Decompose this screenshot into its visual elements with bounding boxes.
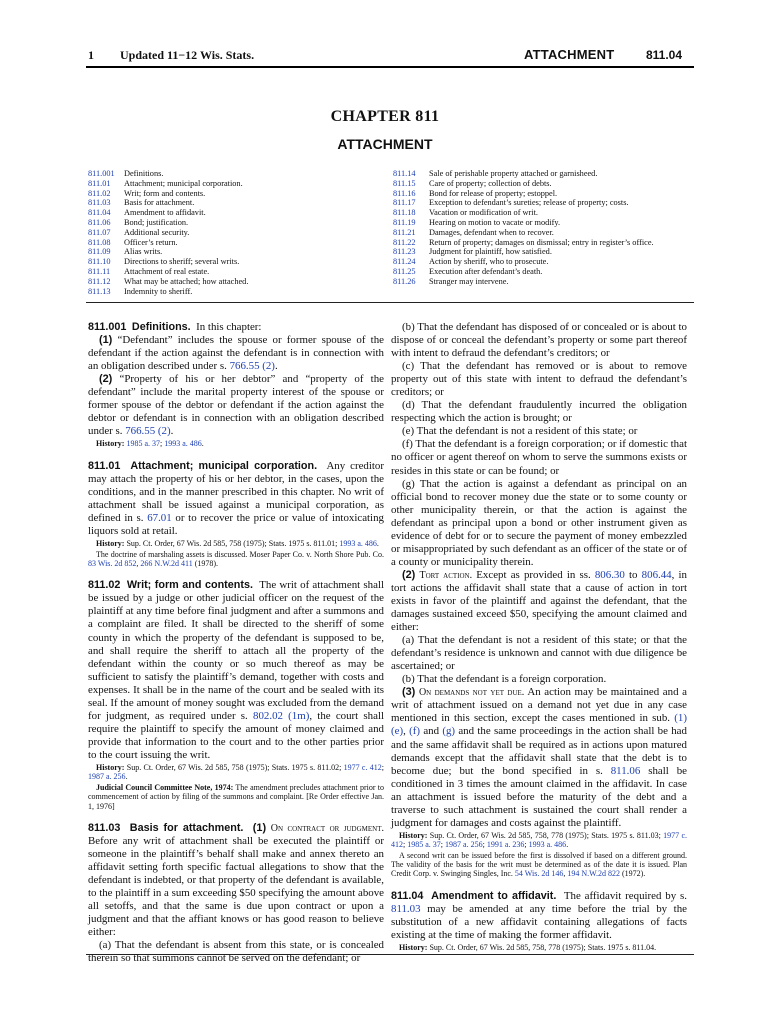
- subsection-heading: Tort action.: [419, 569, 473, 581]
- history-text: Sup. Ct. Order, 67 Wis. 2d 585, 758 (1975); Stats. 1975 s. 811.02;: [126, 762, 342, 772]
- toc-section-link[interactable]: 811.11: [88, 266, 111, 276]
- history-note: [391, 831, 687, 850]
- subsection-2: [391, 569, 687, 634]
- toc-entry[interactable]: [88, 169, 378, 179]
- toc-entry[interactable]: [88, 189, 378, 199]
- act-link[interactable]: 1977 c. 412: [343, 762, 382, 772]
- subsection-2-paragraph-b: (b) That the defendant is a foreign corporation.: [402, 673, 607, 686]
- paragraph-a: (a) That the defendant is absent from this state, or is concealed therein so that summons cannot be served on the defendant; or: [88, 939, 384, 965]
- history-text: Sup. Ct. Order, 67 Wis. 2d 585, 758, 778 (1975); Stats. 1975 s. 811.03;: [429, 830, 661, 840]
- subsection-number: (1): [252, 822, 267, 835]
- toc-section-title: Damages, defendant when to recover.: [429, 227, 554, 237]
- toc-entry[interactable]: [393, 277, 693, 287]
- table-of-contents-right: [393, 169, 693, 287]
- subsection-number: (3): [402, 686, 416, 699]
- separator: ;: [403, 840, 406, 850]
- toc-section-link[interactable]: 811.09: [88, 247, 111, 257]
- statute-link[interactable]: 67.01: [147, 512, 172, 525]
- toc-section-link[interactable]: 811.02: [88, 188, 111, 198]
- toc-section-title: What may be attached; how attached.: [124, 276, 249, 286]
- section-text: The writ of attachment shall be issued by a judge or other judicial officer on the request of the plaintiff at any time before final judgment and after a summons and a complaint are filed. It shall be directed to the sheriff of some county in which the property of the defendant is supposed to be, and shall require the sheriff to attach all the property of the defendant within the county or so much thereof as may be sufficient to satisfy the plaintiff’s demand, together with costs and expenses. It shall be in the name of the court and be sealed with its seal. If the amount of money sought was excluded from the demand for judgment, as required under s.: [88, 579, 384, 722]
- toc-section-link[interactable]: 811.001: [88, 169, 115, 178]
- toc-section-link[interactable]: 811.23: [393, 247, 416, 257]
- subsection-number: (1): [99, 334, 113, 347]
- statute-link[interactable]: (f): [409, 725, 421, 738]
- toc-section-title: Alias writs.: [124, 247, 163, 257]
- toc-section-link[interactable]: 811.01: [88, 178, 111, 188]
- punctuation: .: [376, 539, 379, 549]
- section-number: 811.03: [88, 822, 121, 835]
- subsection-text: Before any writ of attachment shall be executed the plaintiff or someone in the plaintiff’s behalf shall make and annex thereto an affidavit setting forth specific factual allegations to show that the defendant is indebted, or that property of the defendant is available, to the plaintiff in a sum exceeding $50 specifying the amount above all setoffs, and that the same is due upon contract or upon a judgment and that the affiant knows or has good reason to believe either:: [88, 835, 384, 939]
- paragraph-b: (b) That the defendant has disposed of or concealed or is about to dispose of or conceal the defendant’s property or some part thereof with intent to defraud the defendant’s creditors; or: [391, 321, 687, 360]
- toc-section-title: Stranger may intervene.: [429, 276, 509, 286]
- history-label: History:: [96, 439, 125, 449]
- toc-section-link[interactable]: 811.06: [88, 217, 111, 227]
- judicial-council-note: [88, 783, 384, 811]
- statute-link[interactable]: 806.44: [641, 568, 672, 581]
- subsection-number: (2): [402, 568, 416, 581]
- toc-section-title: Bond; justification.: [124, 217, 189, 227]
- toc-section-link[interactable]: 811.17: [393, 198, 416, 208]
- update-notice: Updated 11−12 Wis. Stats.: [120, 48, 255, 62]
- toc-section-link[interactable]: 811.24: [393, 257, 416, 267]
- section-caption: Amendment to affidavit.: [431, 889, 557, 902]
- bottom-rule: [86, 954, 694, 955]
- subsection-text: “Defendant” includes the spouse or former spouse of the defendant if the action against the defendant is in connection with an obligation described under s.: [88, 334, 384, 373]
- toc-entry[interactable]: [88, 287, 378, 297]
- paragraph-f: (f) That the defendant is a foreign corporation; or if domestic that no officer or agent thereof on whom to serve the summons exists or resides in this state or can be found; or: [391, 438, 687, 477]
- section-caption: Writ; form and contents.: [126, 579, 253, 592]
- history-note: [88, 763, 384, 782]
- toc-section-title: Judgment for plaintiff, how satisfied.: [429, 247, 552, 257]
- page-number: 1: [88, 48, 94, 62]
- subsection-text: and the same proceedings in the action shall be had and the same affidavit shall be required as in actions upon matured demands except that the affidavit shall state that the debt is to become due; but the bond specified in s.: [391, 725, 687, 777]
- case-link[interactable]: 194 N.W.2d 822: [567, 869, 620, 879]
- statute-link[interactable]: 811.03: [391, 902, 421, 915]
- subsection-heading: On contract or judgment.: [270, 823, 384, 835]
- subsection-1: [88, 334, 384, 373]
- toc-section-title: Exception to defendant’s sureties; release of property; costs.: [429, 198, 629, 208]
- chapter-number: CHAPTER 811: [330, 108, 440, 125]
- history-label: History:: [399, 830, 428, 840]
- history-note: [88, 539, 384, 548]
- section-number: 811.01: [88, 459, 121, 472]
- toc-section-link[interactable]: 811.10: [88, 257, 111, 267]
- section-text: The affidavit required by s.: [563, 889, 687, 902]
- act-link[interactable]: 1993 a. 486: [164, 439, 202, 449]
- toc-divider: [86, 302, 694, 303]
- annotation-note: [391, 851, 687, 879]
- paragraph-c: (c) That the defendant has removed or is about to remove property out of this state with intent to defraud the defendant’s creditors; or: [391, 360, 687, 399]
- paragraph-g: (g) That the action is against a defendant as principal on an official bond to recover money due the state or to some county or other municipality therein, or that the action is against the defendant as principal upon a bond or other instrument given as evidence of debt for or to secure the payment of money embezzled or misappropriated by such defendant as an officer of the state or of a county or municipality therein.: [391, 477, 687, 568]
- history-label: History:: [96, 762, 125, 772]
- chapter-title: ATTACHMENT: [337, 136, 433, 152]
- toc-entry[interactable]: [393, 169, 693, 179]
- note-label: Judicial Council Committee Note, 1974:: [96, 782, 234, 792]
- toc-section-link[interactable]: 811.07: [88, 227, 111, 237]
- toc-section-link[interactable]: 811.12: [88, 276, 111, 286]
- annotation-text: The doctrine of marshaling assets is discussed. Moser Paper Co. v. North Shore Pub. Co.: [96, 549, 384, 559]
- toc-section-link[interactable]: 811.25: [393, 266, 416, 276]
- toc-section-title: Hearing on motion to vacate or modify.: [429, 217, 561, 227]
- toc-entry[interactable]: [88, 257, 378, 267]
- toc-section-link[interactable]: 811.22: [393, 237, 416, 247]
- toc-entry[interactable]: [88, 228, 378, 238]
- table-of-contents-left: [88, 169, 378, 296]
- toc-section-link[interactable]: 811.21: [393, 227, 416, 237]
- section-text: or to recover the price or value of intoxicating liquors sold at retail.: [88, 512, 384, 538]
- toc-section-link[interactable]: 811.16: [393, 188, 416, 198]
- punctuation: .: [274, 360, 278, 373]
- toc-entry[interactable]: [88, 238, 378, 248]
- toc-section-title: Indemnity to sheriff.: [124, 286, 193, 296]
- toc-section-title: Basis for attachment.: [124, 198, 195, 208]
- toc-entry[interactable]: [88, 208, 378, 218]
- punctuation: .: [566, 840, 569, 850]
- subsection-text: , in tort actions the affidavit shall state that a cause of action in tort exists in favor of the plaintiff and against the defendant, that the damages sustained exceed $50, specifying the amount claimed and either:: [391, 568, 687, 634]
- toc-section-title: Directions to sheriff; several writs.: [124, 257, 240, 267]
- toc-entry[interactable]: [393, 198, 693, 208]
- section-text: , the court shall require the plaintiff to specify the amount of money claimed and provide that information to the court and to the other parties prior to the court issuing the writ.: [88, 709, 384, 761]
- toc-section-title: Care of property; collection of debts.: [429, 178, 552, 188]
- toc-entry[interactable]: [88, 218, 378, 228]
- conjunction: and: [423, 725, 440, 738]
- case-link[interactable]: 83 Wis. 2d 852: [88, 558, 137, 568]
- toc-entry[interactable]: [88, 247, 378, 257]
- act-link[interactable]: 1985 a. 37: [126, 439, 160, 449]
- separator: ;: [381, 762, 384, 772]
- separator: ;: [482, 840, 485, 850]
- toc-section-link[interactable]: 811.14: [393, 169, 416, 178]
- subsection-heading: On demands not yet due.: [418, 687, 525, 699]
- toc-section-link[interactable]: 811.03: [88, 198, 111, 208]
- separator: ;: [440, 840, 444, 850]
- statute-link[interactable]: 802.02 (1m): [253, 709, 310, 722]
- annotation-text: (1972).: [621, 869, 646, 879]
- section-text: may be amended at any time before the trial by the substitution of a new affidavit containing allegations of facts existing at the time of making the former affidavit.: [391, 902, 687, 941]
- statute-link[interactable]: 806.30: [594, 568, 625, 581]
- section-811-001: [88, 321, 384, 334]
- subsection-text: Except as provided in ss.: [476, 568, 591, 581]
- punctuation: .: [125, 772, 128, 782]
- statute-link[interactable]: 811.06: [610, 764, 641, 777]
- toc-entry[interactable]: [88, 277, 378, 287]
- toc-section-title: Definitions.: [124, 169, 164, 178]
- subsection-text: to: [629, 568, 638, 581]
- statute-link[interactable]: 766.55 (2): [125, 425, 171, 438]
- act-link[interactable]: 1993 a. 486: [528, 840, 567, 850]
- running-section-title: ATTACHMENT: [524, 47, 615, 62]
- running-header: [88, 44, 682, 64]
- section-caption: Definitions.: [131, 321, 191, 333]
- act-link[interactable]: 1985 a. 37: [407, 840, 441, 850]
- toc-entry[interactable]: [393, 267, 693, 277]
- running-section-number: 811.04: [645, 48, 682, 62]
- annotation-text: (1978).: [194, 558, 219, 568]
- toc-section-link[interactable]: 811.18: [393, 208, 416, 218]
- toc-section-link[interactable]: 811.15: [393, 178, 416, 188]
- subsection-2-paragraph-a: (a) That the defendant is not a resident of this state; or that the defendant’s residence is unknown and cannot with due diligence be ascertained; or: [391, 634, 687, 673]
- paragraph-d: (d) That the defendant fraudulently incurred the obligation respecting which the action is brought; or: [391, 399, 687, 425]
- statute-link[interactable]: 766.55 (2): [229, 360, 275, 373]
- statute-link[interactable]: (g): [442, 725, 456, 738]
- separator: ;: [524, 840, 527, 850]
- history-note: [88, 439, 384, 448]
- section-811-01: [88, 460, 384, 538]
- subsection-text: “Property of his or her debtor” and “property of the defendant” include the marital property interest of the spouse or former spouse of the debtor or defendant if the action against the debtor or defendant is in connection with an obligation described under s.: [88, 373, 384, 438]
- toc-entry[interactable]: [393, 218, 693, 228]
- punctuation: .: [170, 425, 174, 438]
- section-811-04: [391, 890, 687, 942]
- toc-entry[interactable]: [88, 179, 378, 189]
- toc-section-title: Vacation or modification of writ.: [429, 208, 538, 218]
- body-column-left: [88, 321, 384, 966]
- section-811-02: [88, 579, 384, 762]
- act-link[interactable]: 1987 a. 256: [445, 840, 483, 850]
- toc-entry[interactable]: [393, 189, 693, 199]
- section-number: 811.001: [88, 321, 127, 333]
- act-link[interactable]: 1993 a. 486: [339, 539, 377, 549]
- toc-entry[interactable]: [393, 238, 693, 248]
- history-note: [391, 943, 687, 952]
- toc-section-title: Bond for release of property; estoppel.: [429, 188, 558, 198]
- toc-section-link[interactable]: 811.26: [393, 276, 416, 286]
- toc-section-title: Additional security.: [124, 227, 190, 237]
- toc-section-title: Amendment to affidavit.: [124, 208, 206, 218]
- case-link[interactable]: 54 Wis. 2d 146: [514, 869, 564, 879]
- toc-section-title: Sale of perishable property attached or garnisheed.: [429, 169, 598, 178]
- section-number: 811.02: [88, 579, 121, 592]
- section-intro: In this chapter:: [196, 321, 262, 333]
- toc-section-link[interactable]: 811.04: [88, 208, 111, 218]
- section-caption: Attachment; municipal corporation.: [130, 459, 318, 472]
- body-column-right: [391, 321, 687, 952]
- toc-entry[interactable]: [88, 198, 378, 208]
- toc-entry[interactable]: [393, 257, 693, 267]
- separator: ,: [136, 558, 139, 568]
- header-rule: [86, 66, 694, 68]
- history-label: History:: [399, 943, 428, 953]
- toc-section-link[interactable]: 811.19: [393, 217, 416, 227]
- case-link[interactable]: 266 N.W.2d 411: [140, 558, 193, 568]
- subsection-text: An action may be maintained and a writ of attachment issued on a demand not yet due in any case mentioned in this section, except the cases mentioned in sub.: [391, 686, 687, 725]
- toc-entry[interactable]: [393, 179, 693, 189]
- punctuation: .: [201, 439, 204, 449]
- toc-entry[interactable]: [88, 267, 378, 277]
- toc-entry[interactable]: [393, 208, 693, 218]
- annotation-note: [88, 550, 384, 569]
- paragraph-e: (e) That the defendant is not a resident of this state; or: [402, 425, 638, 438]
- section-text: Any creditor may attach the property of his or her debtor, in the cases, upon the conditions, and in the manner prescribed in this chapter. No writ of attachment shall be issued against a municipal corporation, as defined in s.: [88, 459, 384, 525]
- act-link[interactable]: 1977 c. 412: [391, 830, 688, 850]
- toc-section-title: Action by sheriff, who to prosecute.: [429, 257, 549, 267]
- history-text: Sup. Ct. Order, 67 Wis. 2d 585, 758 (1975); Stats. 1975 s. 811.01;: [126, 539, 338, 549]
- subsection-2: [88, 373, 384, 438]
- section-caption: Basis for attachment.: [129, 822, 244, 835]
- toc-entry[interactable]: [393, 247, 693, 257]
- section-811-03: [88, 822, 384, 939]
- subsection-number: (2): [99, 373, 113, 386]
- toc-section-title: Return of property; damages on dismissal; entry in register’s office.: [429, 237, 654, 247]
- toc-section-title: Officer’s return.: [124, 237, 178, 247]
- subsection-3: [391, 686, 687, 830]
- separator: ;: [160, 439, 163, 449]
- toc-section-link[interactable]: 811.08: [88, 237, 111, 247]
- toc-section-title: Execution after defendant’s death.: [429, 266, 543, 276]
- statute-link[interactable]: (1) (e): [391, 712, 687, 738]
- history-text: Sup. Ct. Order, 67 Wis. 2d 585, 758, 778 (1975); Stats. 1975 s. 811.04.: [429, 943, 657, 953]
- annotation-text: A second writ can be issued before the first is dissolved if based on a different ground. The validity of the basis for the writ must be determined as of the date it is issued. Plan Credit Corp. v. Swinging Singles, Inc.: [391, 850, 687, 879]
- subsection-text: shall be conditioned in 3 times the amount claimed in the affidavit. In case an attachment is issued before the maturity of the debt and a traverse to such attachment is sustained the court shall render a judgment for damages and costs against the plaintiff.: [391, 764, 687, 829]
- history-label: History:: [96, 539, 125, 549]
- separator: ,: [563, 869, 566, 879]
- toc-section-title: Attachment; municipal corporation.: [124, 178, 243, 188]
- toc-section-link[interactable]: 811.13: [88, 286, 111, 296]
- act-link[interactable]: 1987 a. 256: [88, 772, 126, 782]
- note-text: The amendment precludes attachment prior to commencement of action by filing of the summons and complaint. [Re Order effective Jan. 1, 1976]: [88, 782, 384, 811]
- toc-section-title: Attachment of real estate.: [124, 266, 210, 276]
- separator: ,: [403, 725, 406, 738]
- toc-section-title: Writ; form and contents.: [124, 188, 206, 198]
- act-link[interactable]: 1991 a. 236: [486, 840, 525, 850]
- section-number: 811.04: [391, 889, 424, 902]
- toc-entry[interactable]: [393, 228, 693, 238]
